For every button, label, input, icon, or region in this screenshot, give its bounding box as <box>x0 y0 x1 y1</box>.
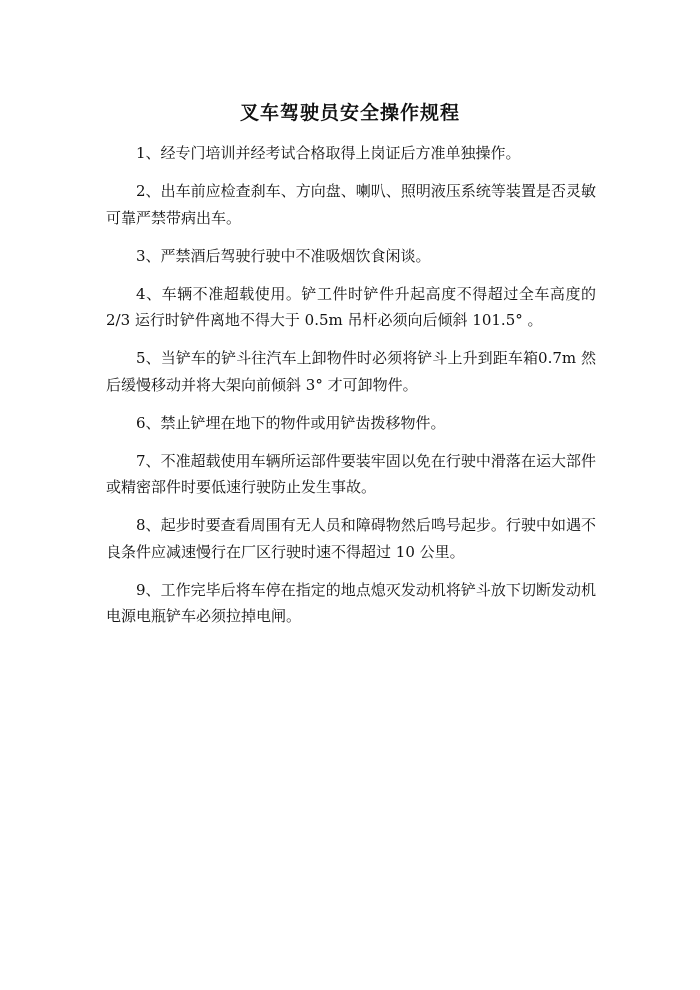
rule-paragraph-2: 2、出车前应检查刹车、方向盘、喇叭、照明液压系统等装置是否灵敏可靠严禁带病出车。 <box>106 182 596 227</box>
document-body <box>106 140 596 641</box>
rule-paragraph-4: 4、车辆不准超载使用。铲工件时铲件升起高度不得超过全车高度的 2/3 运行时铲件离地不得大于 0.5m 吊杆必须向后倾斜 101.5° 。 <box>106 284 596 329</box>
document-title: 叉车驾驶员安全操作规程 <box>239 102 460 124</box>
rule-paragraph-7: 7、不准超载使用车辆所运部件要装牢固以免在行驶中滑落在运大部件或精密部件时要低速行驶防止发生事故。 <box>106 451 596 496</box>
rule-paragraph-8: 8、起步时要查看周围有无人员和障碍物然后鸣号起步。行驶中如遇不良条件应减速慢行在厂区行驶时速不得超过 10 公里。 <box>106 516 596 561</box>
rule-paragraph-3: 3、严禁酒后驾驶行驶中不准吸烟饮食闲谈。 <box>136 246 431 265</box>
rule-paragraph-9: 9、工作完毕后将车停在指定的地点熄灭发动机将铲斗放下切断发动机电源电瓶铲车必须拉掉电闸。 <box>106 580 596 625</box>
rule-paragraph-1: 1、经专门培训并经考试合格取得上岗证后方准单独操作。 <box>136 144 521 162</box>
rule-paragraph-6: 6、禁止铲埋在地下的物件或用铲齿拨移物件。 <box>136 413 446 432</box>
rule-paragraph-5: 5、当铲车的铲斗往汽车上卸物件时必须将铲斗上升到距车箱0.7m 然后缓慢移动并将大架向前倾斜 3° 才可卸物件。 <box>106 349 596 394</box>
